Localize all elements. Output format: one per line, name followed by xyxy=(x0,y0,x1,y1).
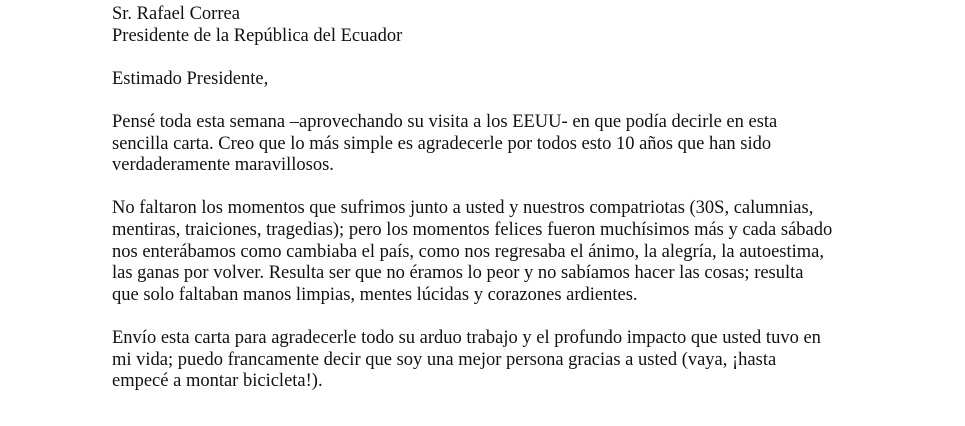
paragraph-line: verdaderamente maravillosos. xyxy=(112,155,334,176)
recipient-block xyxy=(112,4,912,47)
recipient-title: Presidente de la República del Ecuador xyxy=(112,25,403,46)
paragraph-line: que solo faltaban manos limpias, mentes lúcidas y corazones ardientes. xyxy=(112,284,638,305)
paragraph-line: las ganas por volver. Resulta ser que no éramos lo peor y no sabíamos hacer las cosas; resulta xyxy=(112,263,804,284)
paragraph-line: mi vida; puedo francamente decir que soy una mejor persona gracias a usted (vaya, ¡hasta xyxy=(112,349,777,370)
paragraph-2 xyxy=(112,198,912,306)
salutation-text: Estimado Presidente, xyxy=(112,68,269,89)
paragraph-line: empecé a montar bicicleta!). xyxy=(112,371,323,392)
paragraph-3 xyxy=(112,328,912,393)
paragraph-1 xyxy=(112,112,912,177)
paragraph-line: mentiras, traiciones, tragedias); pero los momentos felices fueron muchísimos más y cada sábado xyxy=(112,219,833,240)
recipient-name: Sr. Rafael Correa xyxy=(112,4,240,24)
salutation xyxy=(112,69,912,91)
paragraph-line: Envío esta carta para agradecerle todo su arduo trabajo y el profundo impacto que usted tuvo en xyxy=(112,327,821,348)
paragraph-line: sencilla carta. Creo que lo más simple es agradecerle por todos esto 10 años que han sido xyxy=(112,133,772,154)
paragraph-line: No faltaron los momentos que sufrimos junto a usted y nuestros compatriotas (30S, calumnias, xyxy=(112,198,814,219)
paragraph-line: nos enterábamos como cambiaba el país, como nos regresaba el ánimo, la alegría, la autoestima, xyxy=(112,241,824,262)
paragraph-line: Pensé toda esta semana –aprovechando su visita a los EEUU- en que podía decirle en esta xyxy=(112,111,778,132)
letter-body xyxy=(112,4,912,393)
